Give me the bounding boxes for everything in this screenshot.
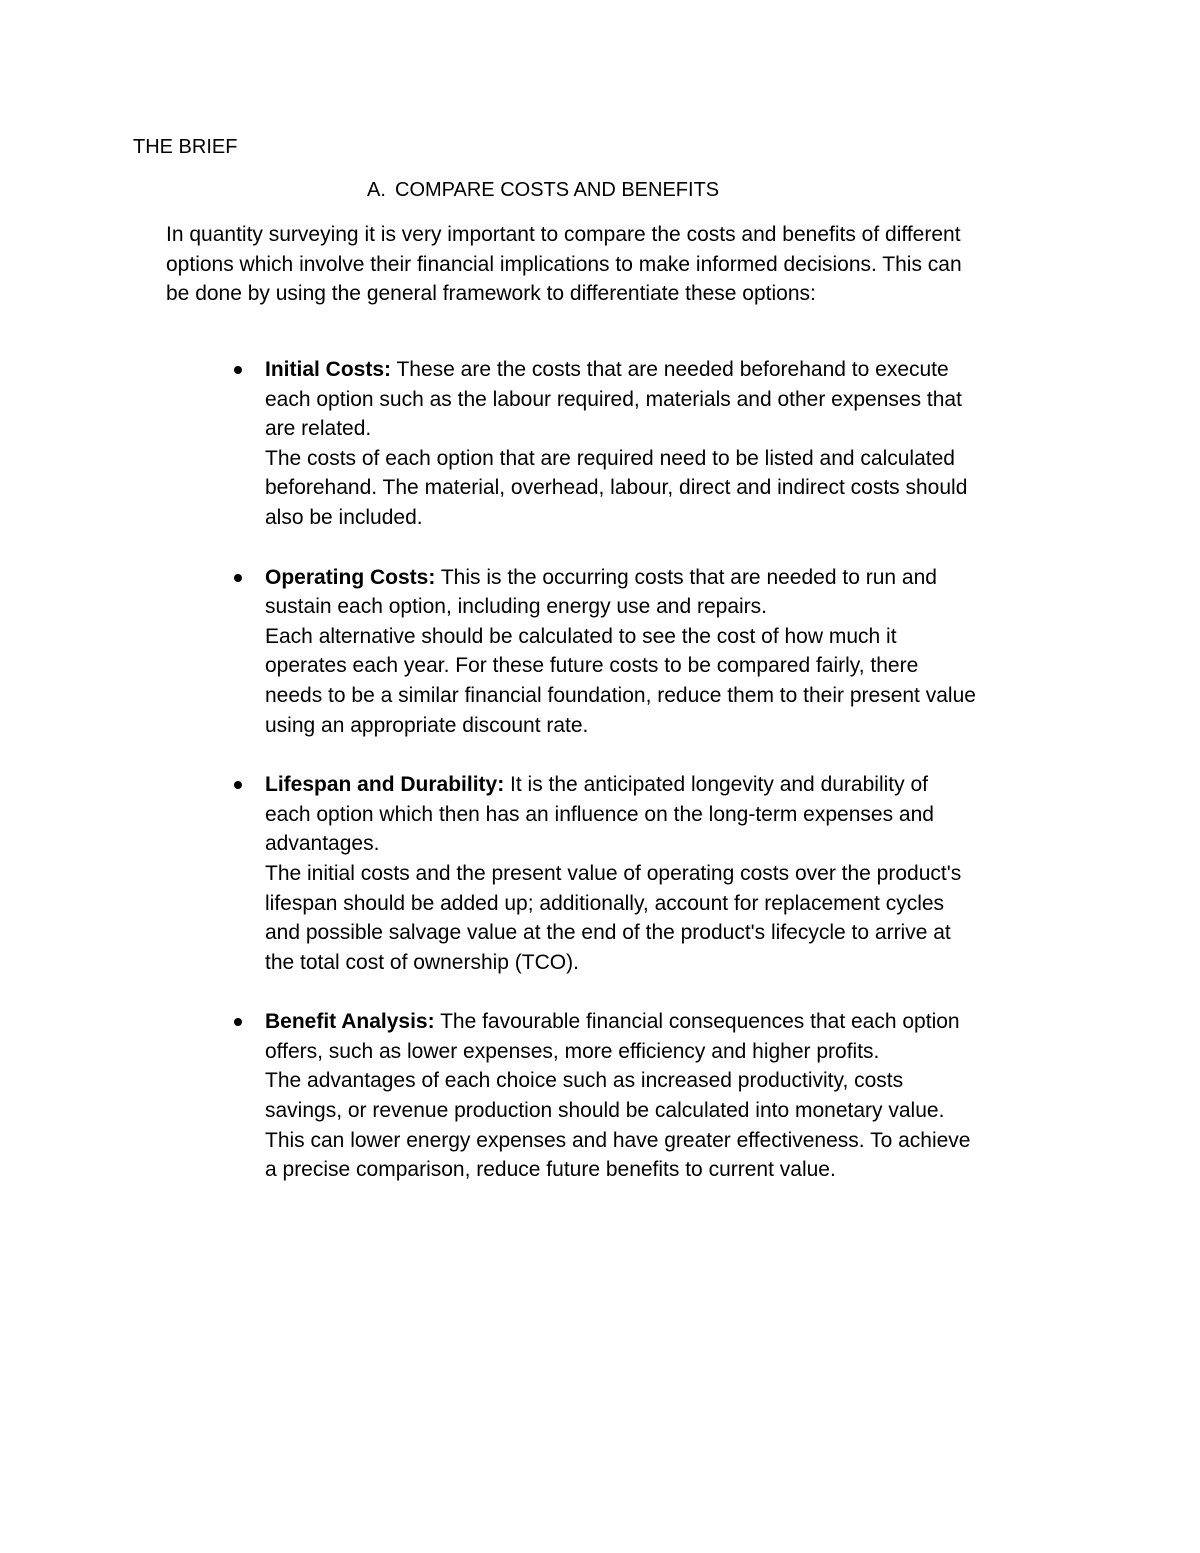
bullet-detail: The costs of each option that are required need to be listed and calculated beforehand. The material, overhead, labour, direct and indirect costs should also be included. bbox=[265, 446, 968, 529]
bullet-paragraph bbox=[265, 355, 977, 444]
section-heading bbox=[367, 176, 719, 204]
document-title: THE BRIEF bbox=[133, 136, 238, 158]
bullet-icon bbox=[234, 781, 242, 789]
bullet-paragraph bbox=[265, 1007, 977, 1066]
bullet-item-operating-costs bbox=[265, 563, 977, 741]
section-marker: A. bbox=[367, 179, 386, 201]
bullet-icon bbox=[234, 366, 242, 374]
bullet-item-initial-costs bbox=[265, 355, 977, 533]
bullet-icon bbox=[234, 574, 242, 582]
bullet-text: These are the costs that are needed beforehand to execute each option such as the labour required, materials and other expenses that are related. bbox=[265, 358, 962, 441]
bullet-text: It is the anticipated longevity and durability of each option which then has an influence on the long-term expenses and advantages. bbox=[265, 773, 934, 856]
bullet-icon bbox=[234, 1018, 242, 1026]
bullet-detail: The initial costs and the present value of operating costs over the product's lifespan should be added up; additionally, account for replacement cycles and possible salvage value at the end of the product's lifecycle to arrive at the total cost of ownership (TCO). bbox=[265, 861, 962, 974]
bullet-list bbox=[265, 355, 977, 1215]
bullet-text: This is the occurring costs that are needed to run and sustain each option, including energy use and repairs. bbox=[265, 565, 937, 619]
bullet-paragraph bbox=[265, 770, 977, 859]
intro-paragraph: In quantity surveying it is very important to compare the costs and benefits of different options which involve their financial implications to make informed decisions. This can be done by using the general framework to differentiate these options: bbox=[166, 223, 962, 306]
bullet-text: The favourable financial consequences that each option offers, such as lower expenses, more efficiency and higher profits. bbox=[265, 1010, 960, 1063]
bullet-term: Operating Costs: bbox=[265, 565, 436, 589]
bullet-term: Initial Costs: bbox=[265, 358, 392, 381]
bullet-item-benefit-analysis bbox=[265, 1007, 977, 1185]
bullet-detail: The advantages of each choice such as increased productivity, costs savings, or revenue production should be calculated into monetary value. This can lower energy expenses and have greater effectiveness. To achieve a precise comparison, reduce future benefits to current value. bbox=[265, 1069, 971, 1182]
bullet-item-lifespan-durability bbox=[265, 770, 977, 977]
bullet-term: Benefit Analysis: bbox=[265, 1010, 435, 1034]
bullet-paragraph bbox=[265, 563, 977, 622]
bullet-detail: Each alternative should be calculated to see the cost of how much it operates each year. For these future costs to be compared fairly, there needs to be a similar financial foundation, reduce them to their present value using an appropriate discount rate. bbox=[265, 624, 976, 737]
bullet-term: Lifespan and Durability: bbox=[265, 773, 505, 797]
section-heading-text: COMPARE COSTS AND BENEFITS bbox=[395, 179, 720, 201]
